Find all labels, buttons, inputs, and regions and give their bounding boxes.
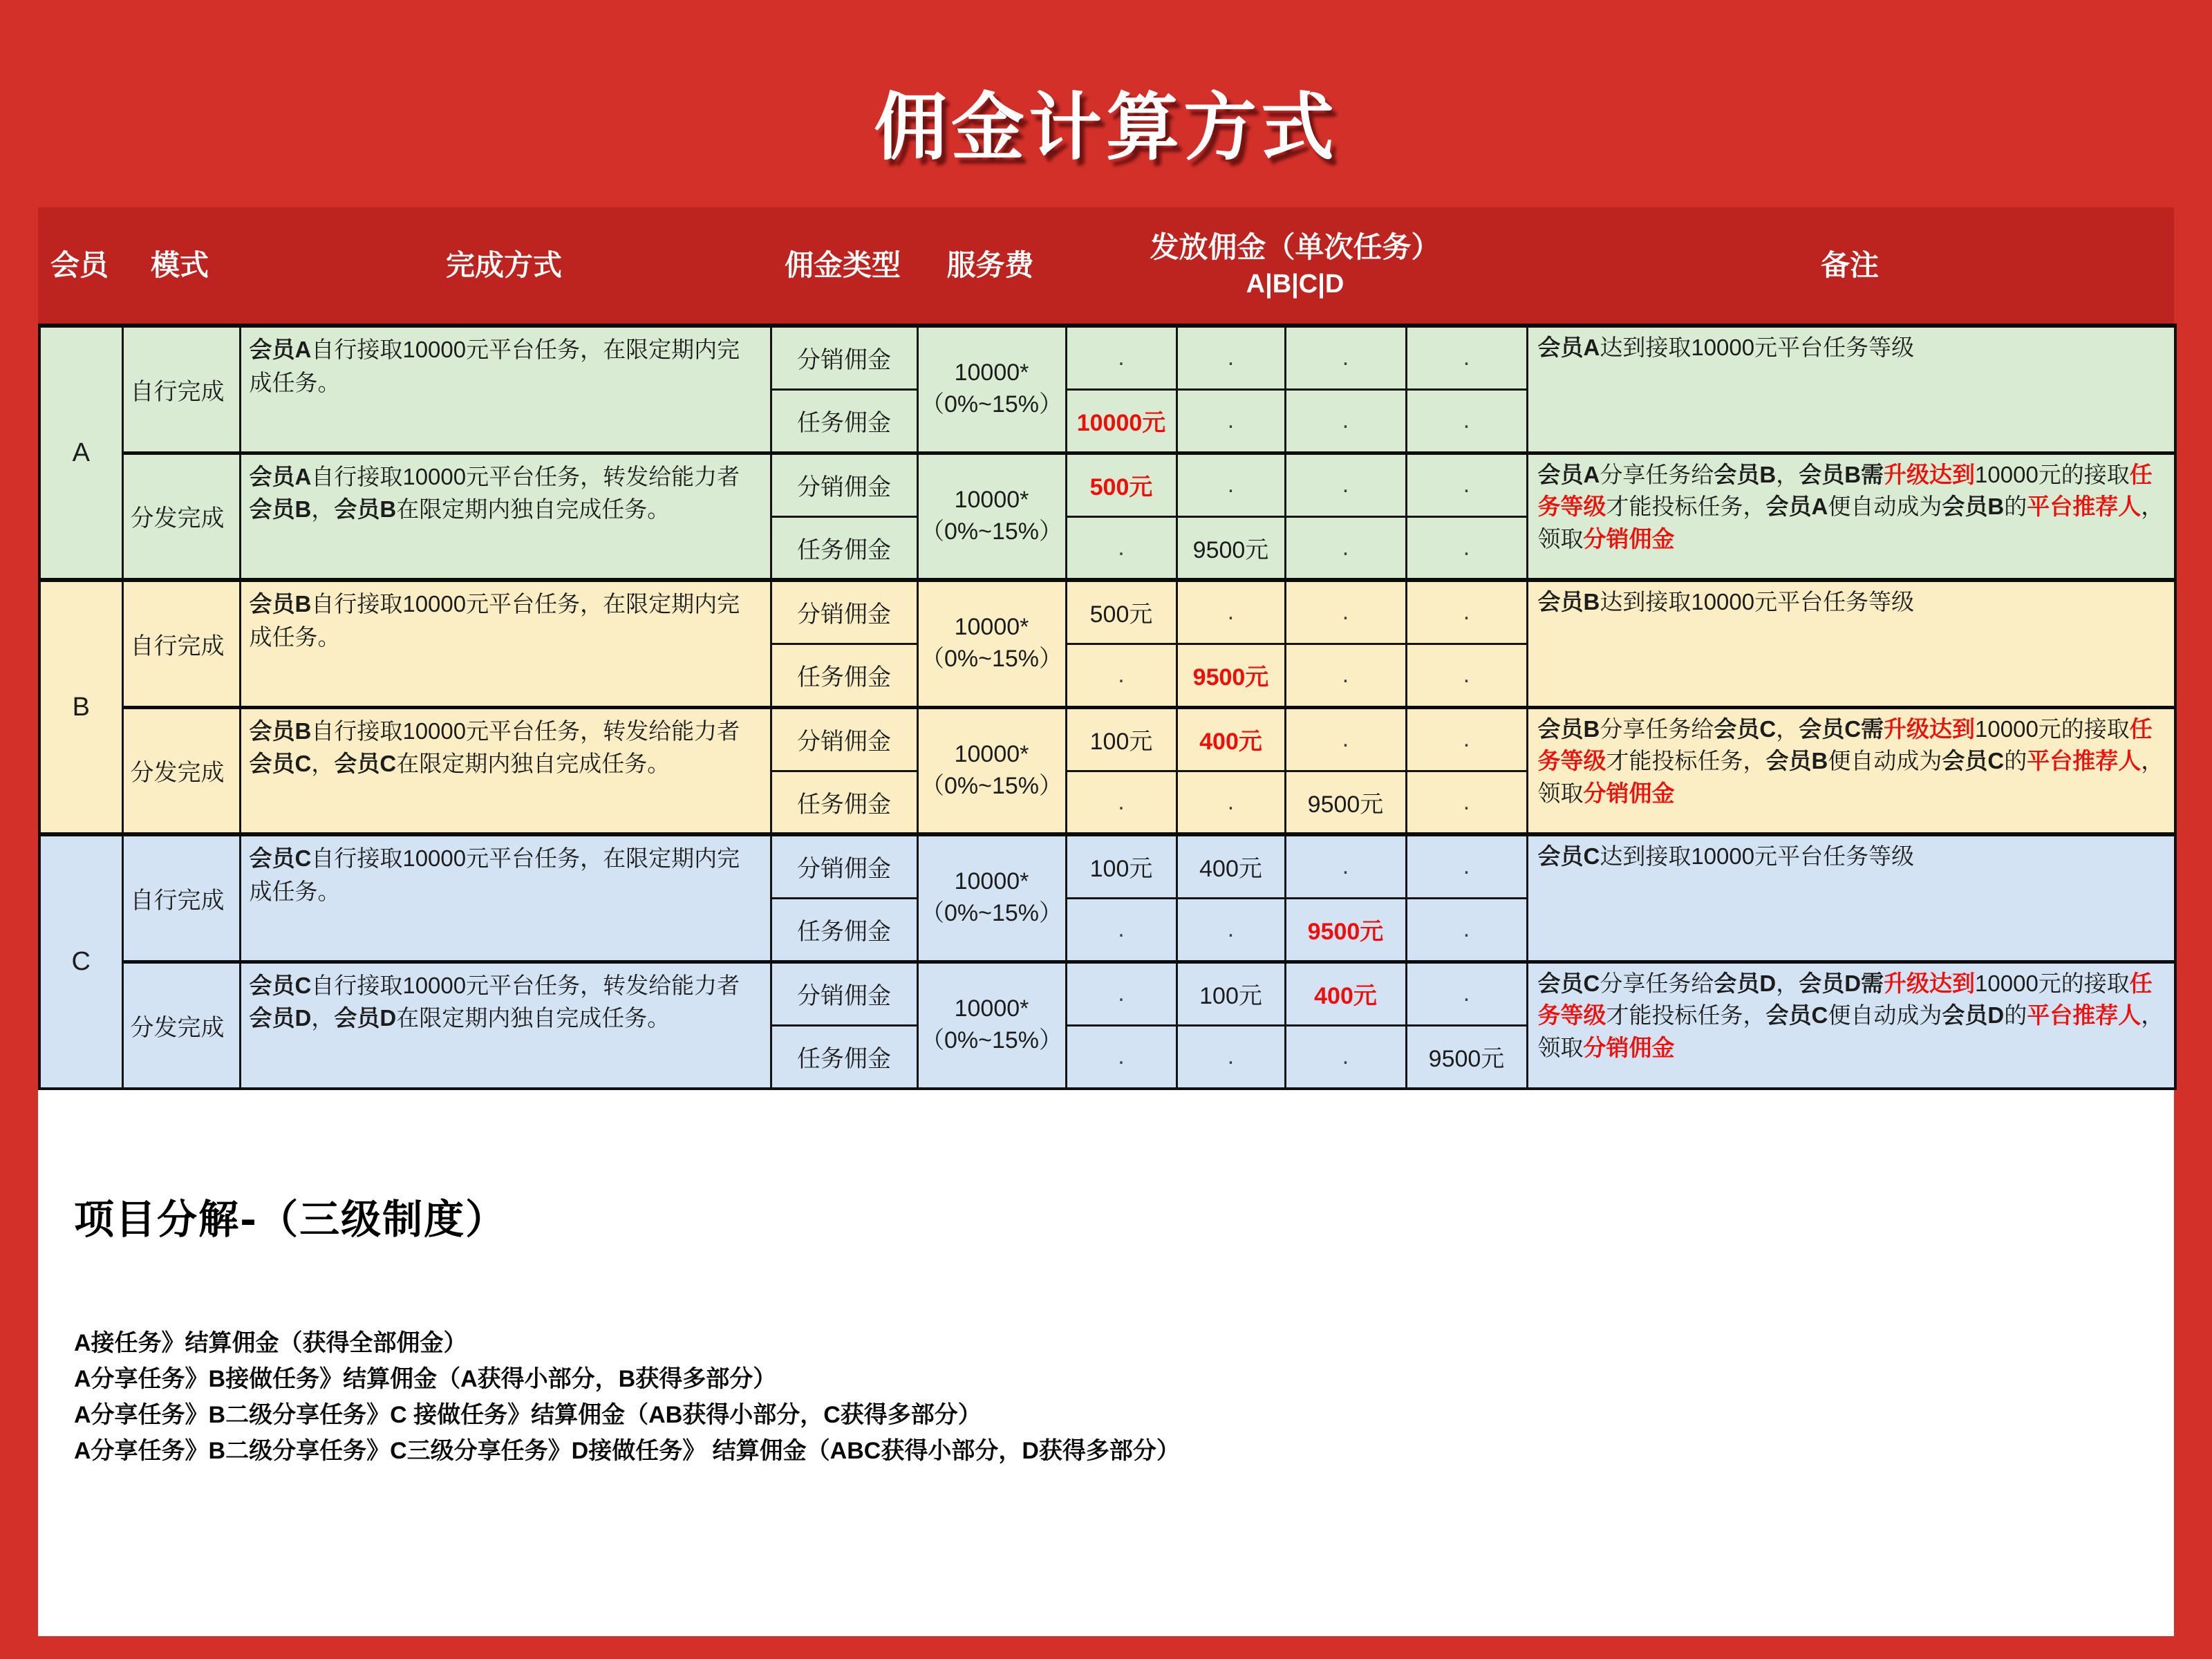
text-segment: ， [311, 1005, 335, 1031]
text-segment: . [1342, 534, 1349, 561]
text-segment: . [1463, 599, 1470, 626]
text-segment: 的 [2004, 748, 2027, 774]
text-segment: . [1342, 407, 1349, 433]
commission-type-cell: 任务佣金 [771, 771, 917, 834]
text-segment: ， [311, 751, 335, 777]
breakdown-panel [38, 1090, 2174, 1636]
text-segment: ，领取 [1537, 1002, 2164, 1061]
text-segment: 9500元 [1307, 791, 1384, 818]
row-c-self-distribution [39, 834, 2175, 898]
payout-cell-b [1177, 326, 1285, 389]
fee-line1: 10000* [954, 614, 1029, 641]
fee-line2: （0%~15%） [920, 1027, 1063, 1054]
payout-cell-d [1406, 898, 1527, 962]
payout-cell-d [1406, 771, 1527, 834]
payout-cell-c [1285, 898, 1406, 962]
header-member: 会员 [50, 248, 109, 281]
payout-cell-c [1285, 516, 1406, 580]
service-fee-cell [917, 326, 1066, 453]
text-segment: 会员B [1942, 494, 2005, 520]
text-segment: 平台推荐人 [2027, 494, 2141, 520]
remark-cell [1527, 834, 2175, 962]
text-segment: 会员D需 [1799, 970, 1884, 996]
fee-line1: 10000* [954, 359, 1029, 386]
text-segment: 自行接取10000元平台任务，在限定期内完成任务。 [249, 337, 740, 395]
text-segment: ， [1776, 461, 1799, 487]
header-service-fee: 服务费 [946, 248, 1034, 281]
text-segment: . [1342, 344, 1349, 371]
text-segment: 100元 [1089, 856, 1153, 883]
text-segment: 100元 [1199, 983, 1262, 1009]
text-segment: ， [311, 496, 335, 523]
text-segment: . [1118, 980, 1125, 1006]
text-segment: 自行接取10000元平台任务，转发给能力者 [311, 972, 740, 998]
text-segment: . [1227, 599, 1235, 626]
text-segment: . [1463, 344, 1470, 371]
text-segment: 任务等级 [1537, 715, 2153, 774]
text-segment: 9500元 [1192, 664, 1269, 691]
text-segment: 9500元 [1192, 536, 1269, 563]
row-b-dispatch-distribution [39, 707, 2175, 771]
service-fee-cell [917, 453, 1066, 580]
header-payout-line2: A|B|C|D [1246, 270, 1344, 299]
text-segment: . [1118, 662, 1125, 688]
text-segment: 任务等级 [1537, 461, 2153, 520]
header-completion: 完成方式 [445, 248, 562, 281]
mode-cell: 分发完成 [122, 962, 240, 1089]
text-segment: 便自动成为 [1828, 494, 1942, 520]
text-segment: 分销佣金 [1583, 780, 1675, 807]
payout-cell-d [1406, 707, 1527, 771]
row-a-dispatch-distribution [39, 453, 2175, 516]
text-segment: 会员C [1942, 748, 2005, 774]
header-payout [1065, 207, 1526, 324]
text-segment: 400元 [1314, 983, 1377, 1009]
mode-cell: 分发完成 [122, 707, 240, 834]
payout-cell-b [1177, 771, 1285, 834]
payout-cell-a [1066, 644, 1177, 707]
breakdown-line-3: A分享任务》B二级分享任务》C 接做任务》结算佣金（AB获得小部分，C获得多部分） [74, 1402, 982, 1428]
commission-type-cell: 任务佣金 [771, 516, 917, 580]
text-segment: 会员B [249, 496, 312, 523]
fee-line2: （0%~15%） [920, 900, 1063, 927]
payout-cell-d [1406, 389, 1527, 453]
payout-cell-c [1285, 834, 1406, 898]
text-segment: 分销佣金 [1583, 526, 1675, 552]
payout-cell-b [1177, 580, 1285, 644]
header-mode: 模式 [150, 248, 209, 281]
header-commission-type: 佣金类型 [784, 248, 901, 281]
text-segment: 500元 [1089, 474, 1153, 500]
text-segment: 会员C [1537, 970, 1600, 996]
text-segment: 400元 [1199, 729, 1262, 755]
row-a-self-distribution [39, 326, 2175, 389]
payout-cell-b [1177, 389, 1285, 453]
payout-cell-a [1066, 453, 1177, 516]
member-cell-c: C [39, 834, 122, 1089]
payout-cell-d [1406, 453, 1527, 516]
text-segment: 会员B需 [1799, 461, 1884, 487]
payout-cell-d [1406, 644, 1527, 707]
text-segment: 会员B [1537, 589, 1600, 615]
payout-cell-b [1177, 707, 1285, 771]
row-b-self-distribution [39, 580, 2175, 644]
commission-type-cell: 分销佣金 [771, 326, 917, 389]
text-segment: 达到接取10000元平台任务等级 [1600, 335, 1915, 360]
text-segment: 的 [2004, 1002, 2027, 1029]
description-cell [240, 453, 771, 580]
text-segment: 9500元 [1428, 1046, 1505, 1073]
breakdown-lines [74, 1325, 2174, 1469]
payout-cell-c [1285, 962, 1406, 1025]
payout-cell-a [1066, 389, 1177, 453]
payout-cell-b [1177, 834, 1285, 898]
text-segment: . [1463, 788, 1470, 815]
fee-line1: 10000* [954, 995, 1029, 1022]
text-segment: 会员D [1942, 1002, 2005, 1029]
text-segment: 才能投标任务， [1606, 494, 1766, 520]
mode-cell: 自行完成 [122, 834, 240, 962]
text-segment: 自行接取10000元平台任务，在限定期内完成任务。 [249, 845, 740, 904]
text-segment: 分享任务给 [1600, 461, 1714, 487]
text-segment: ， [1776, 970, 1799, 996]
text-segment: 才能投标任务， [1606, 748, 1766, 774]
text-segment: . [1463, 980, 1470, 1006]
text-segment: 会员A [249, 337, 312, 362]
text-segment: 10000元 [1076, 410, 1166, 436]
text-segment: . [1118, 344, 1125, 371]
text-segment: . [1227, 344, 1235, 371]
text-segment: 达到接取10000元平台任务等级 [1600, 589, 1915, 615]
text-segment: . [1342, 726, 1349, 752]
text-segment: 会员B [1765, 748, 1828, 774]
text-segment: 会员B [249, 718, 312, 744]
breakdown-line-2: A分享任务》B接做任务》结算佣金（A获得小部分，B获得多部分） [74, 1366, 777, 1392]
text-segment: 分销佣金 [1583, 1035, 1675, 1061]
text-segment: 10000元的接取 [1975, 461, 2130, 487]
text-segment: 会员C需 [1799, 715, 1884, 742]
commission-table [38, 324, 2177, 1090]
mode-cell: 自行完成 [122, 580, 240, 707]
text-segment: 会员C [1537, 843, 1600, 869]
text-segment: 在限定期内独自完成任务。 [396, 751, 671, 777]
text-segment: 会员C [249, 845, 312, 871]
payout-cell-a [1066, 962, 1177, 1025]
text-segment: 自行接取10000元平台任务，转发给能力者 [311, 718, 740, 744]
payout-cell-c [1285, 1025, 1406, 1089]
text-segment: 会员B [249, 591, 312, 617]
commission-type-cell: 分销佣金 [771, 580, 917, 644]
remark-cell [1527, 707, 2175, 834]
text-segment: 升级达到 [1884, 461, 1976, 487]
text-segment: 会员A [1537, 335, 1600, 360]
text-segment: . [1463, 471, 1470, 498]
text-segment: 400元 [1199, 856, 1262, 883]
payout-cell-c [1285, 771, 1406, 834]
commission-type-cell: 分销佣金 [771, 453, 917, 516]
text-segment: 会员C [249, 751, 312, 777]
header-payout-line1: 发放佣金（单次任务） [1150, 231, 1441, 263]
member-cell-b: B [39, 580, 122, 834]
commission-type-cell: 任务佣金 [771, 898, 917, 962]
text-segment: 会员B [1714, 461, 1777, 487]
fee-line1: 10000* [954, 740, 1029, 767]
payout-cell-a [1066, 580, 1177, 644]
text-segment: 会员C [1765, 1002, 1828, 1029]
service-fee-cell [917, 580, 1066, 707]
text-segment: . [1227, 916, 1235, 942]
text-segment: 10000元的接取 [1975, 970, 2130, 996]
text-segment: 会员C [1714, 715, 1777, 742]
text-segment: . [1118, 1043, 1125, 1070]
text-segment: . [1227, 1043, 1235, 1070]
breakdown-line-1: A接任务》结算佣金（获得全部佣金） [74, 1330, 467, 1356]
text-segment: 会员C [249, 972, 312, 998]
text-segment: . [1342, 471, 1349, 498]
text-segment: 自行接取10000元平台任务，转发给能力者 [311, 463, 740, 489]
fee-line1: 10000* [954, 486, 1029, 513]
fee-line2: （0%~15%） [920, 772, 1063, 799]
text-segment: . [1342, 662, 1349, 688]
text-segment: . [1118, 916, 1125, 942]
payout-cell-c [1285, 389, 1406, 453]
payout-cell-c [1285, 326, 1406, 389]
fee-line1: 10000* [954, 868, 1029, 895]
text-segment: . [1463, 662, 1470, 688]
content-area [38, 207, 2174, 1636]
text-segment: . [1118, 788, 1125, 815]
text-segment: . [1463, 534, 1470, 561]
payout-cell-b [1177, 1025, 1285, 1089]
breakdown-title: 项目分解-（三级制度） [74, 1196, 507, 1243]
payout-cell-b [1177, 962, 1285, 1025]
payout-cell-a [1066, 834, 1177, 898]
header-remark: 备注 [1820, 248, 1879, 281]
description-cell [240, 834, 771, 962]
text-segment: 100元 [1089, 729, 1153, 755]
text-segment: . [1227, 407, 1235, 433]
payout-cell-a [1066, 326, 1177, 389]
remark-cell [1527, 580, 2175, 707]
text-segment: ，领取 [1537, 494, 2164, 552]
payout-cell-c [1285, 580, 1406, 644]
payout-cell-a [1066, 1025, 1177, 1089]
text-segment: 便自动成为 [1828, 748, 1942, 774]
payout-cell-b [1177, 898, 1285, 962]
service-fee-cell [917, 707, 1066, 834]
text-segment: 会员C [334, 751, 397, 777]
payout-cell-b [1177, 644, 1285, 707]
text-segment: 会员B [1537, 715, 1600, 742]
payout-cell-a [1066, 707, 1177, 771]
remark-cell [1527, 453, 2175, 580]
text-segment: . [1463, 916, 1470, 942]
payout-cell-a [1066, 516, 1177, 580]
payout-cell-a [1066, 771, 1177, 834]
text-segment: . [1463, 726, 1470, 752]
text-segment: 会员D [334, 1005, 397, 1031]
payout-cell-a [1066, 898, 1177, 962]
payout-cell-c [1285, 453, 1406, 516]
fee-line2: （0%~15%） [920, 518, 1063, 545]
breakdown-line-4: A分享任务》B二级分享任务》C三级分享任务》D接做任务》 结算佣金（ABC获得小部分，D获得多部分） [74, 1438, 1180, 1464]
fee-line2: （0%~15%） [920, 391, 1063, 418]
text-segment: 会员A [1537, 461, 1600, 487]
text-segment: . [1342, 599, 1349, 626]
remark-cell [1527, 326, 2175, 453]
service-fee-cell [917, 834, 1066, 962]
text-segment: . [1118, 534, 1125, 561]
fee-line2: （0%~15%） [920, 646, 1063, 673]
text-segment: 升级达到 [1884, 715, 1976, 742]
text-segment: . [1463, 853, 1470, 880]
description-cell [240, 326, 771, 453]
text-segment: 平台推荐人 [2027, 748, 2141, 774]
service-fee-cell [917, 962, 1066, 1089]
text-segment: ， [1776, 715, 1799, 742]
payout-cell-c [1285, 707, 1406, 771]
commission-type-cell: 任务佣金 [771, 1025, 917, 1089]
payout-cell-d [1406, 962, 1527, 1025]
text-segment: 分享任务给 [1600, 715, 1714, 742]
text-segment: 9500元 [1307, 919, 1384, 945]
text-segment: . [1342, 1043, 1349, 1070]
text-segment: 达到接取10000元平台任务等级 [1600, 843, 1915, 869]
payout-cell-b [1177, 516, 1285, 580]
text-segment: 便自动成为 [1828, 1002, 1942, 1029]
commission-type-cell: 任务佣金 [771, 644, 917, 707]
description-cell [240, 962, 771, 1089]
text-segment: 会员B [334, 496, 397, 523]
member-cell-a: A [39, 326, 122, 580]
text-segment: 会员A [249, 463, 312, 489]
text-segment: . [1227, 471, 1235, 498]
mode-cell: 分发完成 [122, 453, 240, 580]
text-segment: 任务等级 [1537, 970, 2153, 1029]
text-segment: . [1342, 853, 1349, 880]
text-segment: 自行接取10000元平台任务，在限定期内完成任务。 [249, 591, 740, 650]
text-segment: . [1227, 788, 1235, 815]
text-segment: . [1463, 407, 1470, 433]
payout-cell-d [1406, 326, 1527, 389]
commission-type-cell: 任务佣金 [771, 389, 917, 453]
payout-cell-d [1406, 834, 1527, 898]
text-segment: 会员A [1765, 494, 1828, 520]
text-segment: 会员D [249, 1005, 312, 1031]
page-title: 佣金计算方式 [874, 84, 1338, 170]
text-segment: 的 [2004, 494, 2027, 520]
payout-cell-d [1406, 580, 1527, 644]
text-segment: ，领取 [1537, 748, 2164, 807]
text-segment: 才能投标任务， [1606, 1002, 1766, 1029]
table-header-band [38, 207, 2174, 324]
description-cell [240, 707, 771, 834]
text-segment: 在限定期内独自完成任务。 [396, 1005, 671, 1031]
text-segment: 会员D [1714, 970, 1777, 996]
text-segment: 平台推荐人 [2027, 1002, 2141, 1029]
text-segment: 分享任务给 [1600, 970, 1714, 996]
row-c-dispatch-distribution [39, 962, 2175, 1025]
commission-type-cell: 分销佣金 [771, 834, 917, 898]
payout-cell-d [1406, 1025, 1527, 1089]
commission-type-cell: 分销佣金 [771, 962, 917, 1025]
remark-cell [1527, 962, 2175, 1089]
text-segment: 升级达到 [1884, 970, 1976, 996]
payout-cell-c [1285, 644, 1406, 707]
payout-cell-b [1177, 453, 1285, 516]
description-cell [240, 580, 771, 707]
text-segment: 10000元的接取 [1975, 715, 2130, 742]
text-segment: 在限定期内独自完成任务。 [396, 496, 671, 523]
text-segment: 500元 [1089, 601, 1153, 628]
mode-cell: 自行完成 [122, 326, 240, 453]
commission-type-cell: 分销佣金 [771, 707, 917, 771]
payout-cell-d [1406, 516, 1527, 580]
